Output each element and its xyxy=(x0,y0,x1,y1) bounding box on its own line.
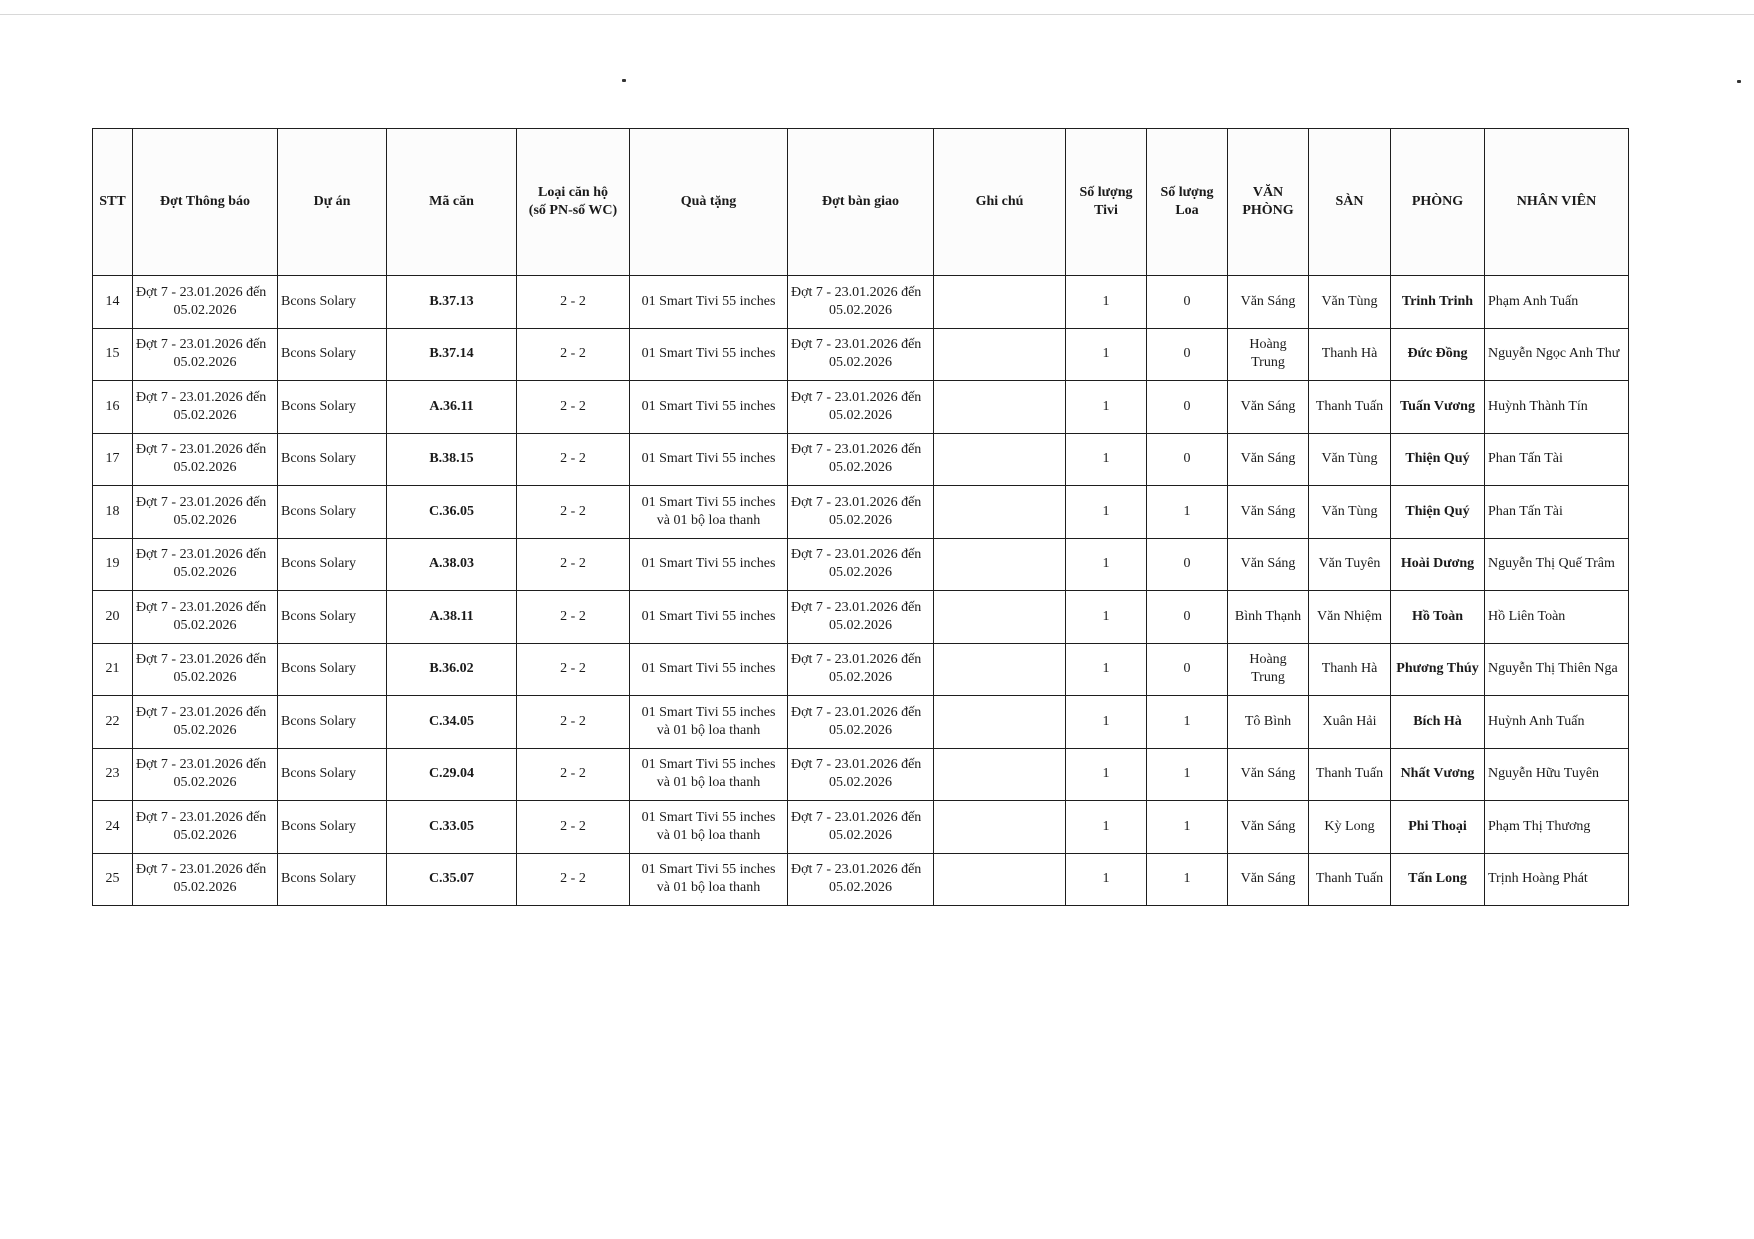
cell-van-phong: Văn Sáng xyxy=(1228,801,1309,854)
cell-san: Kỳ Long xyxy=(1309,801,1391,854)
cell-dot-ban-giao: Đợt 7 - 23.01.2026 đến 05.02.2026 xyxy=(788,853,934,906)
cell-du-an: Bcons Solary xyxy=(278,433,387,486)
cell-dot-thong-bao: Đợt 7 - 23.01.2026 đến 05.02.2026 xyxy=(133,696,278,749)
cell-ma-can: C.34.05 xyxy=(387,696,517,749)
table-row xyxy=(93,276,1629,329)
cell-so-luong-loa: 1 xyxy=(1147,486,1228,539)
header-so-luong-tivi: Số lượng Tivi xyxy=(1066,129,1147,276)
cell-so-luong-loa: 0 xyxy=(1147,276,1228,329)
cell-phong: Phương Thúy xyxy=(1391,643,1485,696)
cell-ma-can: A.36.11 xyxy=(387,381,517,434)
cell-loai-can-ho: 2 - 2 xyxy=(517,591,630,644)
cell-so-luong-tivi: 1 xyxy=(1066,643,1147,696)
cell-nhan-vien: Phan Tấn Tài xyxy=(1485,433,1629,486)
cell-ghi-chu xyxy=(934,538,1066,591)
cell-stt: 19 xyxy=(93,538,133,591)
cell-van-phong: Văn Sáng xyxy=(1228,486,1309,539)
cell-nhan-vien: Phạm Anh Tuấn xyxy=(1485,276,1629,329)
table-row xyxy=(93,696,1629,749)
cell-stt: 21 xyxy=(93,643,133,696)
cell-nhan-vien: Phan Tấn Tài xyxy=(1485,486,1629,539)
cell-du-an: Bcons Solary xyxy=(278,643,387,696)
cell-ghi-chu xyxy=(934,853,1066,906)
cell-van-phong: Văn Sáng xyxy=(1228,748,1309,801)
cell-dot-ban-giao: Đợt 7 - 23.01.2026 đến 05.02.2026 xyxy=(788,801,934,854)
cell-dot-thong-bao: Đợt 7 - 23.01.2026 đến 05.02.2026 xyxy=(133,276,278,329)
cell-qua-tang: 01 Smart Tivi 55 inches và 01 bộ loa thanh xyxy=(630,801,788,854)
cell-san: Thanh Hà xyxy=(1309,643,1391,696)
handover-table xyxy=(92,128,1629,906)
cell-so-luong-tivi: 1 xyxy=(1066,486,1147,539)
cell-nhan-vien: Nguyễn Thị Thiên Nga xyxy=(1485,643,1629,696)
cell-so-luong-tivi: 1 xyxy=(1066,381,1147,434)
cell-san: Văn Tùng xyxy=(1309,276,1391,329)
cell-dot-ban-giao: Đợt 7 - 23.01.2026 đến 05.02.2026 xyxy=(788,433,934,486)
cell-ghi-chu xyxy=(934,591,1066,644)
header-loai-can-ho: Loại căn hộ (số PN-số WC) xyxy=(517,129,630,276)
cell-loai-can-ho: 2 - 2 xyxy=(517,696,630,749)
cell-dot-thong-bao: Đợt 7 - 23.01.2026 đến 05.02.2026 xyxy=(133,486,278,539)
header-stt: STT xyxy=(93,129,133,276)
cell-nhan-vien: Hồ Liên Toàn xyxy=(1485,591,1629,644)
cell-van-phong: Văn Sáng xyxy=(1228,538,1309,591)
table-row xyxy=(93,538,1629,591)
cell-qua-tang: 01 Smart Tivi 55 inches và 01 bộ loa thanh xyxy=(630,486,788,539)
cell-du-an: Bcons Solary xyxy=(278,276,387,329)
table-row xyxy=(93,591,1629,644)
cell-dot-thong-bao: Đợt 7 - 23.01.2026 đến 05.02.2026 xyxy=(133,433,278,486)
cell-dot-ban-giao: Đợt 7 - 23.01.2026 đến 05.02.2026 xyxy=(788,748,934,801)
cell-stt: 17 xyxy=(93,433,133,486)
cell-san: Thanh Tuấn xyxy=(1309,748,1391,801)
cell-dot-ban-giao: Đợt 7 - 23.01.2026 đến 05.02.2026 xyxy=(788,696,934,749)
cell-ma-can: C.29.04 xyxy=(387,748,517,801)
cell-so-luong-loa: 1 xyxy=(1147,748,1228,801)
cell-loai-can-ho: 2 - 2 xyxy=(517,538,630,591)
cell-qua-tang: 01 Smart Tivi 55 inches và 01 bộ loa thanh xyxy=(630,748,788,801)
cell-phong: Thiện Quý xyxy=(1391,433,1485,486)
cell-so-luong-tivi: 1 xyxy=(1066,853,1147,906)
cell-van-phong: Tô Bình xyxy=(1228,696,1309,749)
scan-edge-line xyxy=(0,14,1754,15)
cell-so-luong-loa: 1 xyxy=(1147,853,1228,906)
cell-dot-ban-giao: Đợt 7 - 23.01.2026 đến 05.02.2026 xyxy=(788,643,934,696)
cell-ma-can: C.33.05 xyxy=(387,801,517,854)
cell-so-luong-loa: 1 xyxy=(1147,696,1228,749)
cell-san: Thanh Tuấn xyxy=(1309,853,1391,906)
cell-stt: 23 xyxy=(93,748,133,801)
cell-dot-ban-giao: Đợt 7 - 23.01.2026 đến 05.02.2026 xyxy=(788,276,934,329)
cell-loai-can-ho: 2 - 2 xyxy=(517,486,630,539)
cell-dot-thong-bao: Đợt 7 - 23.01.2026 đến 05.02.2026 xyxy=(133,801,278,854)
cell-loai-can-ho: 2 - 2 xyxy=(517,328,630,381)
cell-phong: Nhất Vương xyxy=(1391,748,1485,801)
cell-dot-thong-bao: Đợt 7 - 23.01.2026 đến 05.02.2026 xyxy=(133,643,278,696)
cell-loai-can-ho: 2 - 2 xyxy=(517,801,630,854)
cell-loai-can-ho: 2 - 2 xyxy=(517,381,630,434)
cell-stt: 18 xyxy=(93,486,133,539)
cell-phong: Hoài Dương xyxy=(1391,538,1485,591)
table-row xyxy=(93,328,1629,381)
table-row xyxy=(93,801,1629,854)
cell-stt: 14 xyxy=(93,276,133,329)
cell-qua-tang: 01 Smart Tivi 55 inches và 01 bộ loa thanh xyxy=(630,853,788,906)
cell-du-an: Bcons Solary xyxy=(278,853,387,906)
header-dot-thong-bao: Đợt Thông báo xyxy=(133,129,278,276)
header-ghi-chu: Ghi chú xyxy=(934,129,1066,276)
cell-dot-thong-bao: Đợt 7 - 23.01.2026 đến 05.02.2026 xyxy=(133,328,278,381)
table-row xyxy=(93,643,1629,696)
cell-loai-can-ho: 2 - 2 xyxy=(517,433,630,486)
header-dot-ban-giao: Đợt bàn giao xyxy=(788,129,934,276)
cell-ma-can: B.38.15 xyxy=(387,433,517,486)
cell-so-luong-tivi: 1 xyxy=(1066,748,1147,801)
cell-dot-ban-giao: Đợt 7 - 23.01.2026 đến 05.02.2026 xyxy=(788,381,934,434)
table-row xyxy=(93,433,1629,486)
cell-ghi-chu xyxy=(934,381,1066,434)
cell-van-phong: Văn Sáng xyxy=(1228,276,1309,329)
cell-ghi-chu xyxy=(934,433,1066,486)
cell-so-luong-loa: 0 xyxy=(1147,591,1228,644)
cell-so-luong-tivi: 1 xyxy=(1066,696,1147,749)
cell-stt: 16 xyxy=(93,381,133,434)
cell-san: Văn Tuyên xyxy=(1309,538,1391,591)
cell-so-luong-tivi: 1 xyxy=(1066,328,1147,381)
cell-stt: 24 xyxy=(93,801,133,854)
cell-qua-tang: 01 Smart Tivi 55 inches và 01 bộ loa thanh xyxy=(630,696,788,749)
cell-so-luong-tivi: 1 xyxy=(1066,538,1147,591)
cell-du-an: Bcons Solary xyxy=(278,591,387,644)
cell-nhan-vien: Trịnh Hoàng Phát xyxy=(1485,853,1629,906)
cell-nhan-vien: Huỳnh Thành Tín xyxy=(1485,381,1629,434)
cell-so-luong-loa: 1 xyxy=(1147,801,1228,854)
cell-ghi-chu xyxy=(934,643,1066,696)
cell-loai-can-ho: 2 - 2 xyxy=(517,276,630,329)
cell-loai-can-ho: 2 - 2 xyxy=(517,853,630,906)
cell-dot-thong-bao: Đợt 7 - 23.01.2026 đến 05.02.2026 xyxy=(133,538,278,591)
cell-so-luong-loa: 0 xyxy=(1147,538,1228,591)
cell-so-luong-tivi: 1 xyxy=(1066,433,1147,486)
table-row xyxy=(93,381,1629,434)
cell-du-an: Bcons Solary xyxy=(278,801,387,854)
cell-du-an: Bcons Solary xyxy=(278,696,387,749)
cell-du-an: Bcons Solary xyxy=(278,748,387,801)
header-so-luong-loa: Số lượng Loa xyxy=(1147,129,1228,276)
cell-van-phong: Văn Sáng xyxy=(1228,853,1309,906)
cell-du-an: Bcons Solary xyxy=(278,328,387,381)
cell-van-phong: Hoàng Trung xyxy=(1228,643,1309,696)
scan-speck xyxy=(1737,80,1741,83)
cell-san: Xuân Hải xyxy=(1309,696,1391,749)
cell-dot-ban-giao: Đợt 7 - 23.01.2026 đến 05.02.2026 xyxy=(788,328,934,381)
cell-van-phong: Văn Sáng xyxy=(1228,381,1309,434)
cell-qua-tang: 01 Smart Tivi 55 inches xyxy=(630,433,788,486)
header-phong: PHÒNG xyxy=(1391,129,1485,276)
cell-nhan-vien: Nguyễn Ngọc Anh Thư xyxy=(1485,328,1629,381)
cell-ma-can: B.37.14 xyxy=(387,328,517,381)
cell-stt: 15 xyxy=(93,328,133,381)
cell-nhan-vien: Nguyễn Thị Quế Trâm xyxy=(1485,538,1629,591)
cell-so-luong-tivi: 1 xyxy=(1066,801,1147,854)
cell-ghi-chu xyxy=(934,328,1066,381)
cell-san: Thanh Tuấn xyxy=(1309,381,1391,434)
cell-qua-tang: 01 Smart Tivi 55 inches xyxy=(630,538,788,591)
cell-phong: Tuấn Vương xyxy=(1391,381,1485,434)
cell-ghi-chu xyxy=(934,696,1066,749)
cell-qua-tang: 01 Smart Tivi 55 inches xyxy=(630,276,788,329)
cell-du-an: Bcons Solary xyxy=(278,381,387,434)
cell-nhan-vien: Nguyễn Hữu Tuyên xyxy=(1485,748,1629,801)
cell-qua-tang: 01 Smart Tivi 55 inches xyxy=(630,328,788,381)
cell-ma-can: A.38.11 xyxy=(387,591,517,644)
header-du-an: Dự án xyxy=(278,129,387,276)
cell-san: Văn Tùng xyxy=(1309,433,1391,486)
cell-ghi-chu xyxy=(934,486,1066,539)
cell-dot-thong-bao: Đợt 7 - 23.01.2026 đến 05.02.2026 xyxy=(133,591,278,644)
header-nhan-vien: NHÂN VIÊN xyxy=(1485,129,1629,276)
cell-so-luong-tivi: 1 xyxy=(1066,591,1147,644)
table-row xyxy=(93,853,1629,906)
cell-san: Văn Nhiệm xyxy=(1309,591,1391,644)
cell-qua-tang: 01 Smart Tivi 55 inches xyxy=(630,591,788,644)
cell-so-luong-loa: 0 xyxy=(1147,643,1228,696)
header-san: SÀN xyxy=(1309,129,1391,276)
cell-phong: Hồ Toàn xyxy=(1391,591,1485,644)
cell-ma-can: C.36.05 xyxy=(387,486,517,539)
header-van-phong: VĂN PHÒNG xyxy=(1228,129,1309,276)
cell-ghi-chu xyxy=(934,748,1066,801)
cell-stt: 20 xyxy=(93,591,133,644)
header-qua-tang: Quà tặng xyxy=(630,129,788,276)
header-row xyxy=(93,129,1629,276)
table-row xyxy=(93,748,1629,801)
scan-speck xyxy=(622,79,626,82)
cell-ghi-chu xyxy=(934,801,1066,854)
cell-loai-can-ho: 2 - 2 xyxy=(517,643,630,696)
cell-van-phong: Văn Sáng xyxy=(1228,433,1309,486)
cell-du-an: Bcons Solary xyxy=(278,486,387,539)
cell-phong: Trinh Trinh xyxy=(1391,276,1485,329)
cell-ghi-chu xyxy=(934,276,1066,329)
cell-dot-ban-giao: Đợt 7 - 23.01.2026 đến 05.02.2026 xyxy=(788,538,934,591)
cell-qua-tang: 01 Smart Tivi 55 inches xyxy=(630,643,788,696)
cell-dot-thong-bao: Đợt 7 - 23.01.2026 đến 05.02.2026 xyxy=(133,853,278,906)
cell-dot-thong-bao: Đợt 7 - 23.01.2026 đến 05.02.2026 xyxy=(133,381,278,434)
cell-dot-ban-giao: Đợt 7 - 23.01.2026 đến 05.02.2026 xyxy=(788,486,934,539)
cell-qua-tang: 01 Smart Tivi 55 inches xyxy=(630,381,788,434)
cell-phong: Bích Hà xyxy=(1391,696,1485,749)
cell-so-luong-loa: 0 xyxy=(1147,381,1228,434)
cell-du-an: Bcons Solary xyxy=(278,538,387,591)
cell-van-phong: Bình Thạnh xyxy=(1228,591,1309,644)
cell-dot-thong-bao: Đợt 7 - 23.01.2026 đến 05.02.2026 xyxy=(133,748,278,801)
cell-so-luong-loa: 0 xyxy=(1147,328,1228,381)
cell-san: Thanh Hà xyxy=(1309,328,1391,381)
cell-phong: Đức Đồng xyxy=(1391,328,1485,381)
cell-ma-can: C.35.07 xyxy=(387,853,517,906)
cell-ma-can: B.36.02 xyxy=(387,643,517,696)
cell-stt: 22 xyxy=(93,696,133,749)
cell-phong: Phi Thoại xyxy=(1391,801,1485,854)
cell-nhan-vien: Phạm Thị Thương xyxy=(1485,801,1629,854)
cell-van-phong: Hoàng Trung xyxy=(1228,328,1309,381)
cell-nhan-vien: Huỳnh Anh Tuấn xyxy=(1485,696,1629,749)
cell-so-luong-tivi: 1 xyxy=(1066,276,1147,329)
cell-dot-ban-giao: Đợt 7 - 23.01.2026 đến 05.02.2026 xyxy=(788,591,934,644)
table-row xyxy=(93,486,1629,539)
cell-phong: Thiện Quý xyxy=(1391,486,1485,539)
header-ma-can: Mã căn xyxy=(387,129,517,276)
cell-so-luong-loa: 0 xyxy=(1147,433,1228,486)
cell-san: Văn Tùng xyxy=(1309,486,1391,539)
cell-loai-can-ho: 2 - 2 xyxy=(517,748,630,801)
cell-ma-can: B.37.13 xyxy=(387,276,517,329)
cell-ma-can: A.38.03 xyxy=(387,538,517,591)
cell-stt: 25 xyxy=(93,853,133,906)
cell-phong: Tấn Long xyxy=(1391,853,1485,906)
